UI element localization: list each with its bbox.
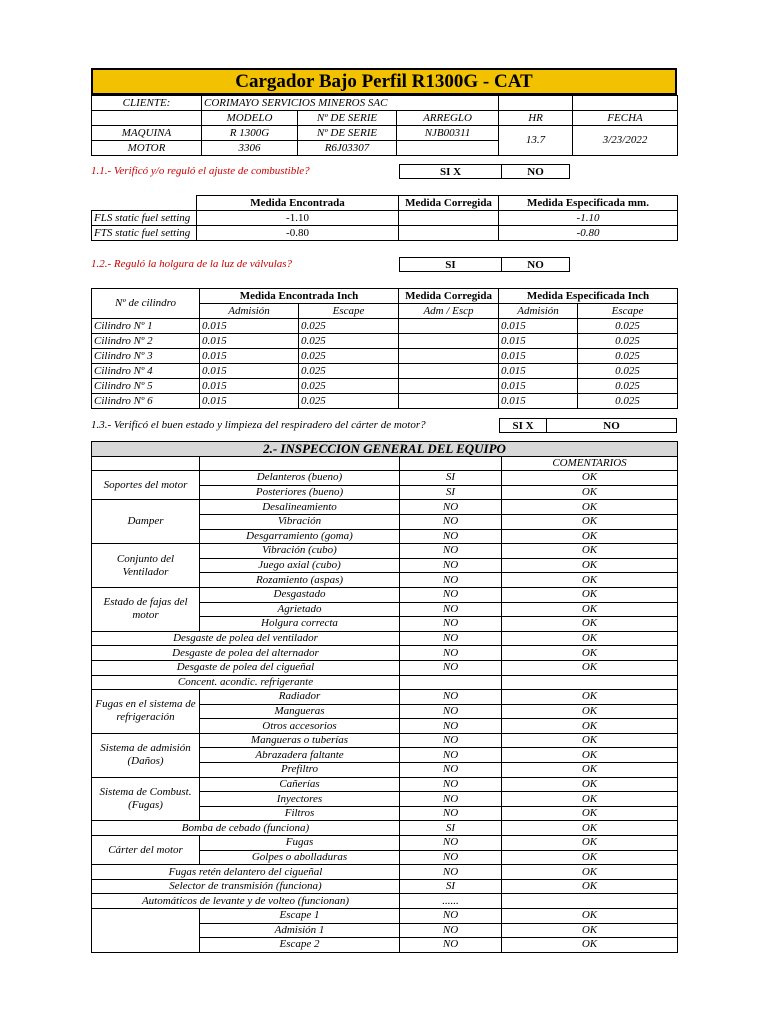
inspection-item-label: Radiador xyxy=(200,690,400,705)
inspection-item-comment[interactable]: OK xyxy=(502,923,678,938)
valve-adm: 0.015 xyxy=(200,379,299,394)
inspection-item-label: Vibración (cubo) xyxy=(200,544,400,559)
valve-spec-adm: 0.015 xyxy=(499,394,578,409)
inspection-item-comment[interactable]: OK xyxy=(502,587,678,602)
inspection-group-label: Sistema de admisión (Daños) xyxy=(92,733,200,777)
inspection-item-label: Mangueras o tuberías xyxy=(200,733,400,748)
table-row xyxy=(92,364,678,379)
table-row xyxy=(92,660,678,675)
valve-corr xyxy=(399,364,499,379)
inspection-item-comment[interactable]: OK xyxy=(502,646,678,661)
inspection-item-value[interactable]: NO xyxy=(400,719,502,734)
inspection-item-label: Desgarramiento (goma) xyxy=(200,529,400,544)
inspection-item-comment[interactable]: OK xyxy=(502,777,678,792)
valve-spec-adm: 0.015 xyxy=(499,364,578,379)
inspection-item-label: Delanteros (bueno) xyxy=(200,471,400,486)
inspection-item-label: Escape 2 xyxy=(200,938,400,953)
inspection-item-value[interactable]: NO xyxy=(400,733,502,748)
valve-spec-esc: 0.025 xyxy=(578,349,678,364)
comments-header: COMENTARIOS xyxy=(502,456,678,471)
table-row xyxy=(92,211,678,226)
inspection-item-label: Admisión 1 xyxy=(200,923,400,938)
valve-adm: 0.015 xyxy=(200,364,299,379)
inspection-item-value[interactable]: ...... xyxy=(400,894,502,909)
valve-spec-adm: 0.015 xyxy=(499,349,578,364)
valve-esc: 0.025 xyxy=(299,364,399,379)
valve-cyl-label: Cilindro Nº 5 xyxy=(92,379,200,394)
inspection-item-value[interactable]: NO xyxy=(400,573,502,588)
inspection-item-value[interactable]: NO xyxy=(400,544,502,559)
inspection-item-value[interactable]: NO xyxy=(400,923,502,938)
inspection-item-value[interactable]: NO xyxy=(400,558,502,573)
inspection-item-value[interactable]: NO xyxy=(400,865,502,880)
table-row xyxy=(92,646,678,661)
inspection-group-label: Cárter del motor xyxy=(92,836,200,865)
inspection-item-comment[interactable]: OK xyxy=(502,690,678,705)
inspection-item-label: Mangueras xyxy=(200,704,400,719)
inspection-item-label: Desgaste de polea del cigueñal xyxy=(92,660,400,675)
inspection-item-comment[interactable]: OK xyxy=(502,938,678,953)
inspection-item-label: Desalineamiento xyxy=(200,500,400,515)
inspection-group-label: Conjunto del Ventilador xyxy=(92,544,200,588)
inspection-item-label: Juego axial (cubo) xyxy=(200,558,400,573)
inspection-item-value[interactable]: SI xyxy=(400,485,502,500)
inspection-item-comment[interactable]: OK xyxy=(502,850,678,865)
valve-col-cyl: Nº de cilindro xyxy=(92,289,200,319)
inspection-item-comment[interactable]: OK xyxy=(502,514,678,529)
valve-esc: 0.025 xyxy=(299,349,399,364)
fecha-label: FECHA xyxy=(573,111,678,126)
valve-esc: 0.025 xyxy=(299,334,399,349)
inspection-item-value[interactable]: NO xyxy=(400,806,502,821)
inspection-item-label: Desgaste de polea del ventilador xyxy=(92,631,400,646)
valve-header-spec: Medida Especificada Inch xyxy=(499,289,678,304)
inspection-item-comment[interactable]: OK xyxy=(502,602,678,617)
maquina-label: MAQUINA xyxy=(92,126,202,141)
table-row xyxy=(92,894,678,909)
table-row xyxy=(92,909,678,924)
valve-spec-esc: 0.025 xyxy=(578,364,678,379)
fuel-header-corrected: Medida Corregida xyxy=(399,196,499,211)
inspection-item-value[interactable]: NO xyxy=(400,690,502,705)
inspection-item-comment[interactable]: OK xyxy=(502,865,678,880)
valve-cyl-label: Cilindro Nº 4 xyxy=(92,364,200,379)
inspection-item-label: Fugas xyxy=(200,836,400,851)
inspection-item-label: Otros accesorios xyxy=(200,719,400,734)
inspection-item-label: Filtros xyxy=(200,806,400,821)
inspection-item-value[interactable]: NO xyxy=(400,938,502,953)
inspection-item-comment[interactable]: OK xyxy=(502,529,678,544)
inspection-item-comment[interactable]: OK xyxy=(502,792,678,807)
valve-spec-esc: 0.025 xyxy=(578,379,678,394)
valve-sub-adm: Admisión xyxy=(200,304,299,319)
q1-si-box[interactable]: SI X xyxy=(399,164,502,179)
inspection-item-comment[interactable] xyxy=(502,675,678,690)
valve-sub-corr: Adm / Escp xyxy=(399,304,499,319)
inspection-item-comment[interactable]: OK xyxy=(502,471,678,486)
inspection-item-label: Escape 1 xyxy=(200,909,400,924)
valve-esc: 0.025 xyxy=(299,319,399,334)
maquina-modelo: R 1300G xyxy=(202,126,298,141)
table-row xyxy=(92,349,678,364)
question-1-1: 1.1.- Verificó y/o reguló el ajuste de combustible? xyxy=(91,165,310,177)
inspection-item-label: Rozamiento (aspas) xyxy=(200,573,400,588)
table-row xyxy=(92,379,678,394)
inspection-item-comment[interactable]: OK xyxy=(502,558,678,573)
inspection-group-label: Fugas en el sistema de refrigeración xyxy=(92,690,200,734)
fuel-row-found: -1.10 xyxy=(197,211,399,226)
hr-label: HR xyxy=(499,111,573,126)
table-row xyxy=(92,777,678,792)
cliente-label: CLIENTE: xyxy=(92,96,202,111)
fuel-row-label: FTS static fuel setting xyxy=(92,226,197,241)
motor-modelo: 3306 xyxy=(202,141,298,156)
table-row xyxy=(92,865,678,880)
valve-spec-esc: 0.025 xyxy=(578,394,678,409)
valve-spec-adm: 0.015 xyxy=(499,334,578,349)
inspection-item-label: Bomba de cebado (funciona) xyxy=(92,821,400,836)
inspection-item-label: Cañerías xyxy=(200,777,400,792)
inspection-item-label: Inyectores xyxy=(200,792,400,807)
valve-corr xyxy=(399,394,499,409)
inspection-item-value[interactable]: NO xyxy=(400,602,502,617)
inspection-item-comment[interactable]: OK xyxy=(502,617,678,632)
inspection-item-comment[interactable]: OK xyxy=(502,719,678,734)
q1-no-box[interactable]: NO xyxy=(501,164,570,179)
inspection-item-value[interactable]: NO xyxy=(400,777,502,792)
valve-header-corrected: Medida Corregida xyxy=(399,289,499,304)
inspection-item-value[interactable]: NO xyxy=(400,500,502,515)
valve-header-found: Medida Encontrada Inch xyxy=(200,289,399,304)
inspection-item-label: Fugas retén delantero del cigueñal xyxy=(92,865,400,880)
inspection-item-label: Selector de transmisión (funciona) xyxy=(92,879,400,894)
inspection-group-label: Soportes del motor xyxy=(92,471,200,500)
inspection-item-comment[interactable]: OK xyxy=(502,836,678,851)
header-table xyxy=(91,95,678,156)
inspection-group-label: Sistema de Combust. (Fugas) xyxy=(92,777,200,821)
valve-corr xyxy=(399,349,499,364)
inspection-item-label: Posteriores (bueno) xyxy=(200,485,400,500)
inspection-item-comment[interactable]: OK xyxy=(502,748,678,763)
table-row xyxy=(92,319,678,334)
inspection-item-label: Desgastado xyxy=(200,587,400,602)
inspection-item-label: Desgaste de polea del alternador xyxy=(92,646,400,661)
inspection-item-label: Prefiltro xyxy=(200,763,400,778)
fuel-header-found: Medida Encontrada xyxy=(197,196,399,211)
valve-sub-spec-esc: Escape xyxy=(578,304,678,319)
valve-sub-esc: Escape xyxy=(299,304,399,319)
table-row xyxy=(92,334,678,349)
valve-esc: 0.025 xyxy=(299,394,399,409)
valve-spec-adm: 0.015 xyxy=(499,319,578,334)
inspection-item-comment[interactable]: OK xyxy=(502,821,678,836)
table-row xyxy=(92,690,678,705)
inspection-item-label: Agrietado xyxy=(200,602,400,617)
table-row xyxy=(92,675,678,690)
q3-si-box[interactable]: SI X xyxy=(499,418,547,433)
fuel-setting-table xyxy=(91,195,678,241)
question-1-3: 1.3.- Verificó el buen estado y limpieza del respiradero del cárter de motor? xyxy=(91,419,426,431)
fuel-header-spec: Medida Especificada mm. xyxy=(499,196,678,211)
inspection-item-comment[interactable]: OK xyxy=(502,763,678,778)
inspection-item-comment[interactable]: OK xyxy=(502,660,678,675)
serie-label: Nº DE SERIE xyxy=(298,111,397,126)
inspection-item-label: Automáticos de levante y de volteo (funcionan) xyxy=(92,894,400,909)
inspection-item-comment[interactable]: OK xyxy=(502,909,678,924)
inspection-item-label: Golpes o abolladuras xyxy=(200,850,400,865)
inspection-item-value[interactable] xyxy=(400,675,502,690)
table-row xyxy=(92,631,678,646)
table-row xyxy=(92,394,678,409)
inspection-item-comment[interactable]: OK xyxy=(502,573,678,588)
valve-cyl-label: Cilindro Nº 3 xyxy=(92,349,200,364)
motor-serie: R6J03307 xyxy=(298,141,397,156)
q3-no-box[interactable]: NO xyxy=(546,418,677,433)
inspection-item-value[interactable]: SI xyxy=(400,879,502,894)
fecha-value: 3/23/2022 xyxy=(573,126,678,156)
inspection-group-label xyxy=(92,909,200,953)
valve-clearance-table xyxy=(91,288,678,409)
inspection-item-value[interactable]: NO xyxy=(400,660,502,675)
table-row xyxy=(92,836,678,851)
arreglo-value: NJB00311 xyxy=(397,126,499,141)
inspection-item-value[interactable]: NO xyxy=(400,748,502,763)
q2-no-box[interactable]: NO xyxy=(501,257,570,272)
inspection-item-value[interactable]: SI xyxy=(400,471,502,486)
table-row xyxy=(92,471,678,486)
fuel-row-found: -0.80 xyxy=(197,226,399,241)
fuel-row-spec: -0.80 xyxy=(499,226,678,241)
inspection-item-value[interactable]: NO xyxy=(400,529,502,544)
inspection-item-value[interactable]: NO xyxy=(400,587,502,602)
valve-corr xyxy=(399,379,499,394)
inspection-item-value[interactable]: NO xyxy=(400,617,502,632)
inspection-item-comment[interactable]: OK xyxy=(502,631,678,646)
inspection-item-value[interactable]: NO xyxy=(400,704,502,719)
table-row xyxy=(92,587,678,602)
page-title: Cargador Bajo Perfil R1300G - CAT xyxy=(91,68,677,95)
inspection-group-label: Damper xyxy=(92,500,200,544)
inspection-item-comment[interactable]: OK xyxy=(502,485,678,500)
valve-esc: 0.025 xyxy=(299,379,399,394)
fuel-row-corrected xyxy=(399,211,499,226)
valve-cyl-label: Cilindro Nº 1 xyxy=(92,319,200,334)
inspection-item-value[interactable]: NO xyxy=(400,631,502,646)
fuel-row-corrected xyxy=(399,226,499,241)
valve-corr xyxy=(399,334,499,349)
inspection-item-comment[interactable]: OK xyxy=(502,733,678,748)
arreglo-label: ARREGLO xyxy=(397,111,499,126)
inspection-item-label: Concent. acondic. refrigerante xyxy=(92,675,400,690)
inspection-item-value[interactable]: NO xyxy=(400,763,502,778)
cliente-value: CORIMAYO SERVICIOS MINEROS SAC xyxy=(202,96,499,111)
table-row xyxy=(92,544,678,559)
valve-spec-adm: 0.015 xyxy=(499,379,578,394)
inspection-item-comment[interactable] xyxy=(502,894,678,909)
inspection-group-label: Estado de fajas del motor xyxy=(92,587,200,631)
inspection-table xyxy=(91,441,678,953)
table-row xyxy=(92,821,678,836)
table-row xyxy=(92,879,678,894)
valve-adm: 0.015 xyxy=(200,319,299,334)
valve-spec-esc: 0.025 xyxy=(578,319,678,334)
inspection-item-value[interactable]: NO xyxy=(400,514,502,529)
hr-value: 13.7 xyxy=(499,126,573,156)
inspection-item-comment[interactable]: OK xyxy=(502,544,678,559)
modelo-label: MODELO xyxy=(202,111,298,126)
q2-si-box[interactable]: SI xyxy=(399,257,502,272)
inspection-item-value[interactable]: NO xyxy=(400,909,502,924)
valve-cyl-label: Cilindro Nº 2 xyxy=(92,334,200,349)
inspection-item-label: Vibración xyxy=(200,514,400,529)
inspection-item-comment[interactable]: OK xyxy=(502,879,678,894)
table-row xyxy=(92,733,678,748)
valve-adm: 0.015 xyxy=(200,334,299,349)
inspection-item-label: Holgura correcta xyxy=(200,617,400,632)
valve-corr xyxy=(399,319,499,334)
valve-adm: 0.015 xyxy=(200,394,299,409)
inspection-item-value[interactable]: NO xyxy=(400,850,502,865)
inspection-item-value[interactable]: NO xyxy=(400,792,502,807)
motor-label: MOTOR xyxy=(92,141,202,156)
valve-spec-esc: 0.025 xyxy=(578,334,678,349)
table-row xyxy=(92,500,678,515)
maquina-serie-label: Nº DE SERIE xyxy=(298,126,397,141)
valve-cyl-label: Cilindro Nº 6 xyxy=(92,394,200,409)
inspection-item-comment[interactable]: OK xyxy=(502,704,678,719)
inspection-item-comment[interactable]: OK xyxy=(502,500,678,515)
question-1-2: 1.2.- Reguló la holgura de la luz de válvulas? xyxy=(91,258,293,270)
inspection-item-label: Abrazadera faltante xyxy=(200,748,400,763)
fuel-row-label: FLS static fuel setting xyxy=(92,211,197,226)
valve-adm: 0.015 xyxy=(200,349,299,364)
inspection-item-value[interactable]: SI xyxy=(400,821,502,836)
inspection-item-value[interactable]: NO xyxy=(400,646,502,661)
table-row xyxy=(92,226,678,241)
inspection-item-value[interactable]: NO xyxy=(400,836,502,851)
valve-sub-spec-adm: Admisión xyxy=(499,304,578,319)
inspection-item-comment[interactable]: OK xyxy=(502,806,678,821)
fuel-row-spec: -1.10 xyxy=(499,211,678,226)
section-2-title: 2.- INSPECCION GENERAL DEL EQUIPO xyxy=(92,442,678,457)
